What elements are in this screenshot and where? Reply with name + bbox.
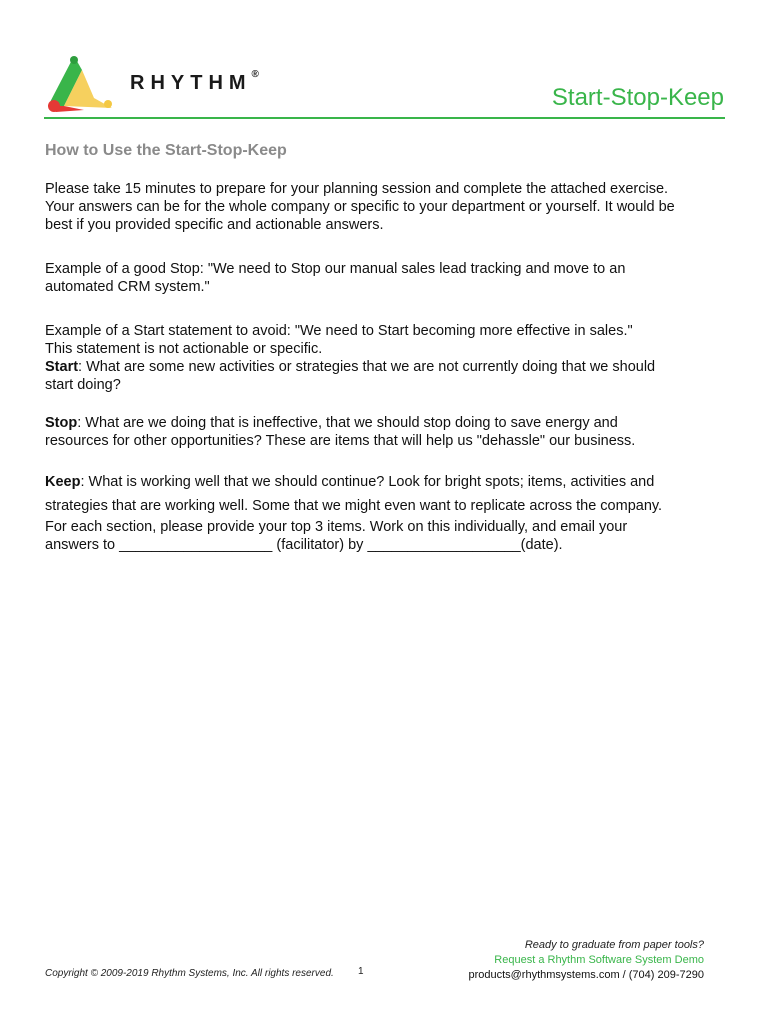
start-paragraph (45, 358, 685, 394)
page-number: 1 (358, 966, 364, 977)
intro-paragraph: Please take 15 minutes to prepare for your planning session and complete the attached exercise. Your answers can be for the whole company or specific to your department or yourself. It would be best if you provided specific and actionable answers. (45, 181, 675, 233)
copyright-notice: Copyright © 2009-2019 Rhythm Systems, Inc. All rights reserved. (45, 968, 334, 979)
avoid-example-note: This statement is not actionable or specific. (45, 341, 323, 357)
document-title: Start-Stop-Keep (551, 84, 724, 111)
stop-label: Stop (45, 415, 78, 431)
cta-prompt: Ready to graduate from paper tools? (524, 939, 704, 951)
stop-paragraph (45, 414, 685, 450)
rhythm-logo-icon (44, 52, 116, 114)
footer-cta (468, 938, 704, 983)
contact-info[interactable]: products@rhythmsystems.com / (704) 209-7290 (468, 969, 704, 981)
demo-link[interactable]: Request a Rhythm Software System Demo (494, 954, 704, 966)
stop-text: : What are we doing that is ineffective, that we should stop doing to save energy and resources for other opportunities? These are items that will help us "dehassle" our business. (45, 415, 636, 449)
start-label: Start (45, 359, 79, 375)
keep-label: Keep (45, 474, 81, 490)
header-divider (44, 117, 725, 119)
start-text: : What are some new activities or strategies that we are not currently doing that we should start doing? (45, 359, 656, 393)
instructions-paragraph: For each section, please provide your top 3 items. Work on this individually, and email your answers to ___________________ (facilitator) by ___________________(date). (45, 519, 628, 553)
keep-paragraph (45, 470, 685, 518)
document-body (45, 142, 685, 554)
avoid-example-line: Example of a Start statement to avoid: "We need to Start becoming more effective in sales." (45, 323, 633, 339)
good-example-paragraph: Example of a good Stop: "We need to Stop our manual sales lead tracking and move to an automated CRM system." (45, 261, 626, 295)
keep-text: : What is working well that we should continue? Look for bright spots; items, activities and strategies that are working well. Some that we might even want to replicate across the company. (45, 474, 663, 514)
brand-wordmark: RHYTHM® (130, 69, 259, 94)
section-heading: How to Use the Start-Stop-Keep (45, 142, 287, 159)
